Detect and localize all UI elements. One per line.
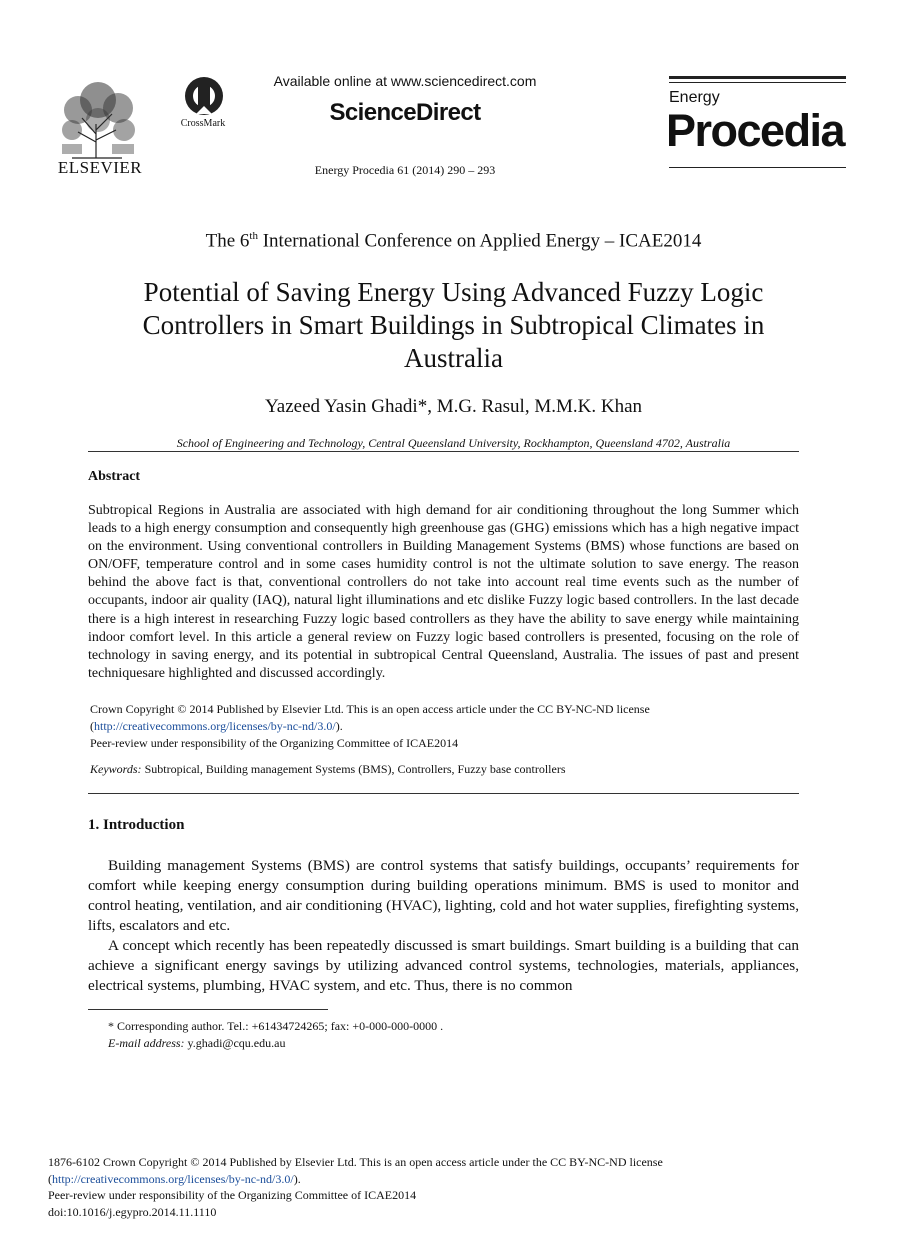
- keywords-label: Keywords:: [90, 762, 142, 776]
- title-line: Australia: [404, 343, 503, 373]
- license-link[interactable]: http://creativecommons.org/licenses/by-nc-nd/3.0/: [94, 719, 336, 733]
- keywords-list: Subtropical, Building management Systems (BMS), Controllers, Fuzzy base controllers: [141, 762, 566, 776]
- divider: [88, 793, 799, 794]
- publisher-name: ELSEVIER: [57, 158, 143, 177]
- footer-license-link[interactable]: http://creativecommons.org/licenses/by-nc-nd/3.0/: [52, 1171, 294, 1186]
- conference-name: The 6th International Conference on Applied Energy – ICAE2014: [205, 230, 702, 252]
- crossmark-label: CrossMark: [180, 118, 226, 129]
- intro-paragraph-1: Building management Systems (BMS) are control systems that satisfy buildings, occupants’ requirements for comfort while keeping energy consumption during building operations minimum. BMS is used to monitor and control heating, ventilation, and air conditioning (HVAC), lighting, cold and hot water supplies, firefighting systems, lifts, escalators and etc.: [88, 857, 799, 934]
- journal-citation: Energy Procedia 61 (2014) 290 – 293: [314, 163, 496, 177]
- affiliation: School of Engineering and Technology, Central Queensland University, Rockhampton, Queensland 4702, Australia: [176, 436, 731, 450]
- intro-paragraph-2: A concept which recently has been repeatedly discussed is smart buildings. Smart building is a building that can achieve a significant energy savings by utilizing advanced control systems, technologies, materials, appliances, electrical systems, plumbing, HVAC system, and etc. Thus, there is no common: [88, 937, 799, 994]
- journal-logo-rule: [669, 76, 846, 79]
- abstract-body: Subtropical Regions in Australia are associated with high demand for air conditioning throughout the long Summer which leads to a high energy consumption and consequently high greenhouse gas (GHG) emissions which has a high negative impact on the environment. Using conventional controllers in Building Management Systems (BMS) whose functions are based on ON/OFF, temperature control and in some cases humidity control is not the ultimate solution to save energy. The reason behind the above fact is that, conventional controllers do not take into account real time events such as the number of occupants, indoor air quality (IAQ), natural light illuminations and etc dislike Fuzzy logic based controllers. In the last decade there is a high interest in researching Fuzzy logic based controllers as they have the ability to save energy while maintaining indoor comfort level. In this article a general review on Fuzzy logic based controllers is presented, focusing on the role of technology in saving energy, and its potential in subtropical Central Queensland, Australia. The issues of past and present techniquesare highlighted and discussed accordingly.: [88, 503, 799, 681]
- section-heading: 1. Introduction: [88, 817, 185, 833]
- doi[interactable]: doi:10.1016/j.egypro.2014.11.1110: [48, 1204, 217, 1219]
- footnote-rule: [88, 1009, 328, 1010]
- available-online-text: Available online at www.sciencedirect.com: [273, 73, 537, 89]
- journal-logo-rule: [669, 167, 846, 168]
- paper-title: [80, 276, 827, 375]
- title-line: Potential of Saving Energy Using Advanced Fuzzy Logic: [143, 277, 764, 307]
- corresponding-author-note: * Corresponding author. Tel.: +61434724265; fax: +0-000-000-0000 .: [108, 1019, 444, 1033]
- journal-logo-energy: Energy: [669, 89, 720, 106]
- page-footer: 1876-6102 Crown Copyright © 2014 Published by Elsevier Ltd. This is an open access article under the CC BY-NC-ND license (http://creativecommons.org/licenses/by-nc-nd/3.0/). Peer-review under responsibility of the Organizing Committee of ICAE2014 doi:10.1016/j.egypro.2014.11.1110: [48, 1154, 848, 1220]
- author-list: Yazeed Yasin Ghadi*, M.G. Rasul, M.M.K. Khan: [264, 396, 642, 417]
- copyright-line: Crown Copyright © 2014 Published by Elsevier Ltd. This is an open access article under the CC BY-NC-ND license: [90, 702, 650, 716]
- sciencedirect-logo[interactable]: ScienceDirect: [329, 99, 481, 126]
- footer-peer-review: Peer-review under responsibility of the Organizing Committee of ICAE2014: [48, 1188, 417, 1202]
- keywords: [90, 762, 790, 777]
- peer-review-line: Peer-review under responsibility of the Organizing Committee of ICAE2014: [90, 736, 459, 750]
- email-note: E-mail address: y.ghadi@cqu.edu.au: [108, 1036, 286, 1050]
- copyright-notice: Crown Copyright © 2014 Published by Elsevier Ltd. This is an open access article under the CC BY-NC-ND license (http://creativecommons.org/licenses/by-nc-nd/3.0/). Peer-review under responsibility of the Organizing Committee of ICAE2014: [90, 701, 790, 752]
- abstract-heading: Abstract: [88, 469, 141, 484]
- divider: [88, 451, 799, 452]
- email-address[interactable]: y.ghadi@cqu.edu.au: [184, 1036, 286, 1050]
- title-line: Controllers in Smart Buildings in Subtropical Climates in: [142, 310, 765, 340]
- journal-logo-procedia: Procedia: [666, 105, 845, 156]
- journal-logo-rule: [669, 82, 846, 83]
- issn-line: 1876-6102 Crown Copyright © 2014 Published by Elsevier Ltd. This is an open access article under the CC BY-NC-ND license: [48, 1155, 663, 1169]
